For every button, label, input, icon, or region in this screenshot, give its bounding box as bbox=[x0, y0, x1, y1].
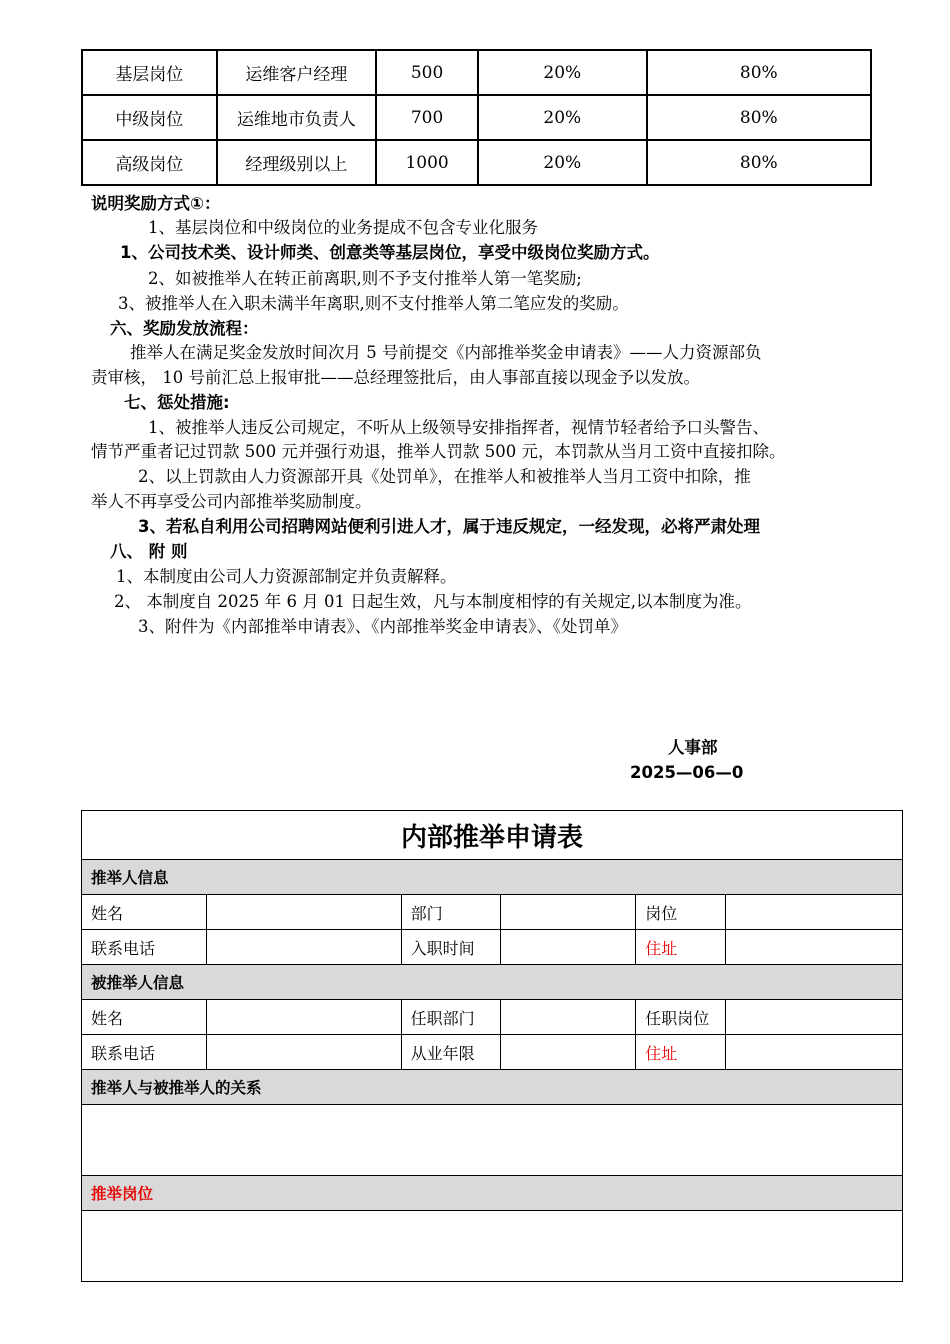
section-body: 举人不再享受公司内部推举奖励制度。 bbox=[91, 492, 372, 511]
years-field[interactable] bbox=[501, 1035, 636, 1070]
table-cell: 运维客户经理 bbox=[217, 50, 377, 95]
explain-heading: 说明奖励方式①： bbox=[91, 194, 221, 213]
section-body: 责审核， 10 号前汇总上报审批——总经理签批后，由人事部直接以现金予以发放。 bbox=[91, 368, 700, 387]
explain-item: 2、如被推举人在转正前离职,则不予支付推举人第一笔奖励; bbox=[148, 269, 582, 288]
table-cell: 经理级别以上 bbox=[217, 140, 377, 185]
field-label: 姓名 bbox=[82, 1000, 207, 1035]
explain-item-bold: 1、公司技术类、设计师类、创意类等基层岗位，享受中级岗位奖励方式。 bbox=[120, 243, 660, 262]
relation-section-heading: 推举人与被推举人的关系 bbox=[82, 1070, 903, 1105]
field-label: 姓名 bbox=[82, 895, 207, 930]
referral-form bbox=[81, 810, 903, 1282]
field-label: 从业年限 bbox=[401, 1035, 501, 1070]
referee-name-field[interactable] bbox=[206, 1000, 401, 1035]
section-heading: 六、奖励发放流程： bbox=[110, 319, 259, 338]
referee-dept-field[interactable] bbox=[501, 1000, 636, 1035]
section-body: 3、附件为《内部推举申请表》、《内部推举奖金申请表》、《处罚单》 bbox=[138, 617, 627, 636]
table-cell: 高级岗位 bbox=[82, 140, 217, 185]
post-field[interactable] bbox=[82, 1211, 903, 1282]
relation-field[interactable] bbox=[82, 1105, 903, 1176]
table-cell: 1000 bbox=[376, 140, 478, 185]
signature-date: 2025—06—0 bbox=[630, 763, 744, 782]
table-cell: 中级岗位 bbox=[82, 95, 217, 140]
section-body: 2、 本制度自 2025 年 6 月 01 日起生效，凡与本制度相悖的有关规定,以本制度为准。 bbox=[114, 592, 752, 611]
table-cell: 20% bbox=[478, 140, 647, 185]
field-label: 任职岗位 bbox=[636, 1000, 726, 1035]
post-section-heading: 推举岗位 bbox=[82, 1176, 903, 1211]
field-label: 住址 bbox=[636, 1035, 726, 1070]
referee-position-field[interactable] bbox=[726, 1000, 903, 1035]
field-label: 住址 bbox=[636, 930, 726, 965]
explain-item: 3、被推举人在入职未满半年离职,则不支付推举人第二笔应发的奖励。 bbox=[118, 294, 629, 313]
field-label: 部门 bbox=[401, 895, 501, 930]
field-label: 岗位 bbox=[636, 895, 726, 930]
hire-date-field[interactable] bbox=[501, 930, 636, 965]
reward-table bbox=[81, 49, 872, 186]
signature-dept: 人事部 bbox=[668, 738, 718, 757]
section-body: 1、本制度由公司人力资源部制定并负责解释。 bbox=[116, 567, 457, 586]
section-body: 1、被推举人违反公司规定，不听从上级领导安排指挥者，视情节轻者给予口头警告、 bbox=[148, 418, 769, 437]
referee-phone-field[interactable] bbox=[206, 1035, 401, 1070]
field-label: 入职时间 bbox=[401, 930, 501, 965]
referee-address-field[interactable] bbox=[726, 1035, 903, 1070]
section-body: 情节严重者记过罚款 500 元并强行劝退，推举人罚款 500 元，本罚款从当月工资中直接扣除。 bbox=[91, 442, 786, 461]
table-row bbox=[82, 140, 871, 185]
section-body: 推举人在满足奖金发放时间次月 5 号前提交《内部推举奖金申请表》——人力资源部负 bbox=[130, 343, 762, 362]
table-cell: 700 bbox=[376, 95, 478, 140]
field-label: 联系电话 bbox=[82, 1035, 207, 1070]
table-row bbox=[82, 50, 871, 95]
address-field[interactable] bbox=[726, 930, 903, 965]
table-row bbox=[82, 95, 871, 140]
position-field[interactable] bbox=[726, 895, 903, 930]
table-cell: 500 bbox=[376, 50, 478, 95]
table-cell: 80% bbox=[647, 140, 871, 185]
section-body-bold: 3、若私自利用公司招聘网站便利引进人才，属于违反规定，一经发现，必将严肃处理 bbox=[138, 517, 760, 536]
dept-field[interactable] bbox=[501, 895, 636, 930]
explain-item: 1、基层岗位和中级岗位的业务提成不包含专业化服务 bbox=[148, 218, 538, 237]
referee-section-heading: 被推举人信息 bbox=[82, 965, 903, 1000]
section-heading: 七、惩处措施: bbox=[124, 393, 230, 412]
table-cell: 运维地市负责人 bbox=[217, 95, 377, 140]
referrer-section-heading: 推举人信息 bbox=[82, 860, 903, 895]
table-cell: 20% bbox=[478, 50, 647, 95]
section-body: 2、以上罚款由人力资源部开具《处罚单》，在推举人和被推举人当月工资中扣除，推 bbox=[138, 467, 751, 486]
section-heading: 八、 附 则 bbox=[110, 542, 188, 561]
field-label: 联系电话 bbox=[82, 930, 207, 965]
table-cell: 20% bbox=[478, 95, 647, 140]
table-cell: 80% bbox=[647, 95, 871, 140]
name-field[interactable] bbox=[206, 895, 401, 930]
table-cell: 基层岗位 bbox=[82, 50, 217, 95]
phone-field[interactable] bbox=[206, 930, 401, 965]
table-cell: 80% bbox=[647, 50, 871, 95]
form-title: 内部推举申请表 bbox=[82, 811, 903, 860]
field-label: 任职部门 bbox=[401, 1000, 501, 1035]
